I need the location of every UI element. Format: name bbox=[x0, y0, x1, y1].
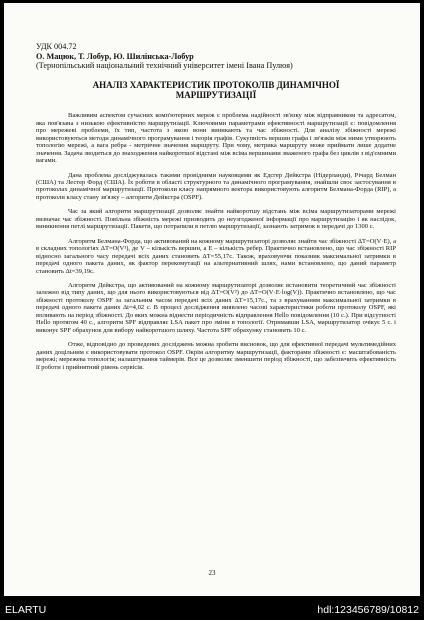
paragraph-3: Час за який алгоритм маршрутизації дозволяє знайти найкоротшу відстань між всіма маршрутизаторами мережі визначає час збіжності. Повільна збіжність мережі призводить до неузгодженої інформації про маршрутизацію і як наслідок, виникнення петлі маршрутизації. Пакети, що потрапили в петлю маршрутизації, зазнають затримок в передачі до 1300 с. bbox=[36, 208, 396, 231]
repository-footer bbox=[0, 598, 424, 620]
udc-code: УДК 004.72 bbox=[36, 42, 77, 51]
page-content bbox=[36, 42, 396, 371]
paper-title: АНАЛІЗ ХАРАКТЕРИСТИК ПРОТОКОЛІВ ДИНАМІЧНОЇ МАРШРУТИЗАЦІЇ bbox=[92, 79, 340, 101]
handle-identifier: hdl:123456789/10812 bbox=[317, 604, 419, 616]
paragraph-4: Алгоритм Белмана-Форда, що активований на кожному маршрутизаторі дозволяє знайти час збіжності ΔT=O(V·E), а в складних топологіях ΔT=O(V³), де V – кількість вершин, а E – кількість ребер. Практично встановлено, що час збіжності RIP відносно загального часу передачі всіх даних становить ΔT=55,17с. Також, враховуючи показник максимальної затримки в передачі одного пакета даних, як фактор перекомутації на альтернативний шлях, нами встановлено, що даний параметр становить Δt=39,19с. bbox=[36, 237, 396, 275]
repository-name: ELARTU bbox=[5, 604, 47, 616]
authors: О. Мацюк, Т. Лобур, Ю. Шилінська-Лобур bbox=[36, 51, 194, 61]
affiliation: (Тернопільський національний технічний університет імені Івана Пулюя) bbox=[36, 61, 293, 71]
paragraph-1: Важливим аспектом сучасних комп'ютерних мереж є проблема надійності зв'язку між відправником та адресатом, яка пов'язана з низькою ефективністю маршрутизації. Ключовими параметрами ефективності маршрутизації є: повідомлення про мережеві проблеми, їх тип, частота з якою вони виникають та час збіжності. Для аналізу збіжності мережі використовуються методи динамічного програмування і теорія графів. Сукупність вершин графа і зв'язків між ними утворюють топологію мережі, а вага ребра - метричне значення маршруту. При чому, метрика маршруту може приймати лише додатне значення. Задача зводиться до знаходження найкоротшої відстані між всіма вершинами зваженого графа без циклів з від'ємними вагами. bbox=[36, 112, 396, 165]
document-page bbox=[4, 3, 420, 596]
paper-body bbox=[36, 112, 396, 371]
page-number: 23 bbox=[208, 569, 216, 577]
paragraph-2: Дана проблема досліджувалась такими провідними науковцями як Едсгер Дейкстра (Нідерланди), Річард Белман (США) та Лестер Форд (США). Їх роботи в області структурного та динамічного програмування, знайшли своє застосування в протоколах динамічної маршрутизації. Протоколи класу напрямного вектора використовують алгоритм Белмана-Форда (RIP), а протоколи класу стану зв'язку – алгоритм Дейкстра (OSPF). bbox=[36, 171, 396, 201]
paragraph-6: Отже, відповідно до проведених досліджень можна зробити висновок, що для ефективної передачі мультимедійних даних доцільним є використовувати протокол OSPF. Окрім алгоритму маршрутизації, факторами збіжності є: масштабованість мережі; мережева топологія; налаштування таймерів. Все це дозволяє зменшити період збіжності, що забезпечить ефективність її роботи і прийнятний рівень сервісів. bbox=[36, 341, 396, 371]
paragraph-5: Алгоритм Дейкстра, що активований на кожному маршрутизаторі дозволяє встановити теоретичний час збіжності залежно від типу даних, що для нього використовуються від ΔT=O(V²) до ΔT=O(V·E·log(V)). Практично встановлено, що час збіжності протоколу OSPF за загальним часом передачі всіх даних ΔT=15,17с., та з врахуванням максимальної затримки в передачі одного пакета даних Δt=4,02 с. В процесі дослідження виявлено часові характеристики роботи протоколу OSPF, які впливають на період збіжності. До яких можна віднести періодичність відправлення Hello повідомлення (10 с.). При відсутності Hello протягом 40 с., алгоритм SPF відправляє LSA пакет про зміни в топології. Отримавши LSA, маршрутизатор очікує 5 с. і виконує SPF обрахунок для вибору найкоротшого шляху. Частота SPF обрахунку становить 10 с. bbox=[36, 282, 396, 334]
